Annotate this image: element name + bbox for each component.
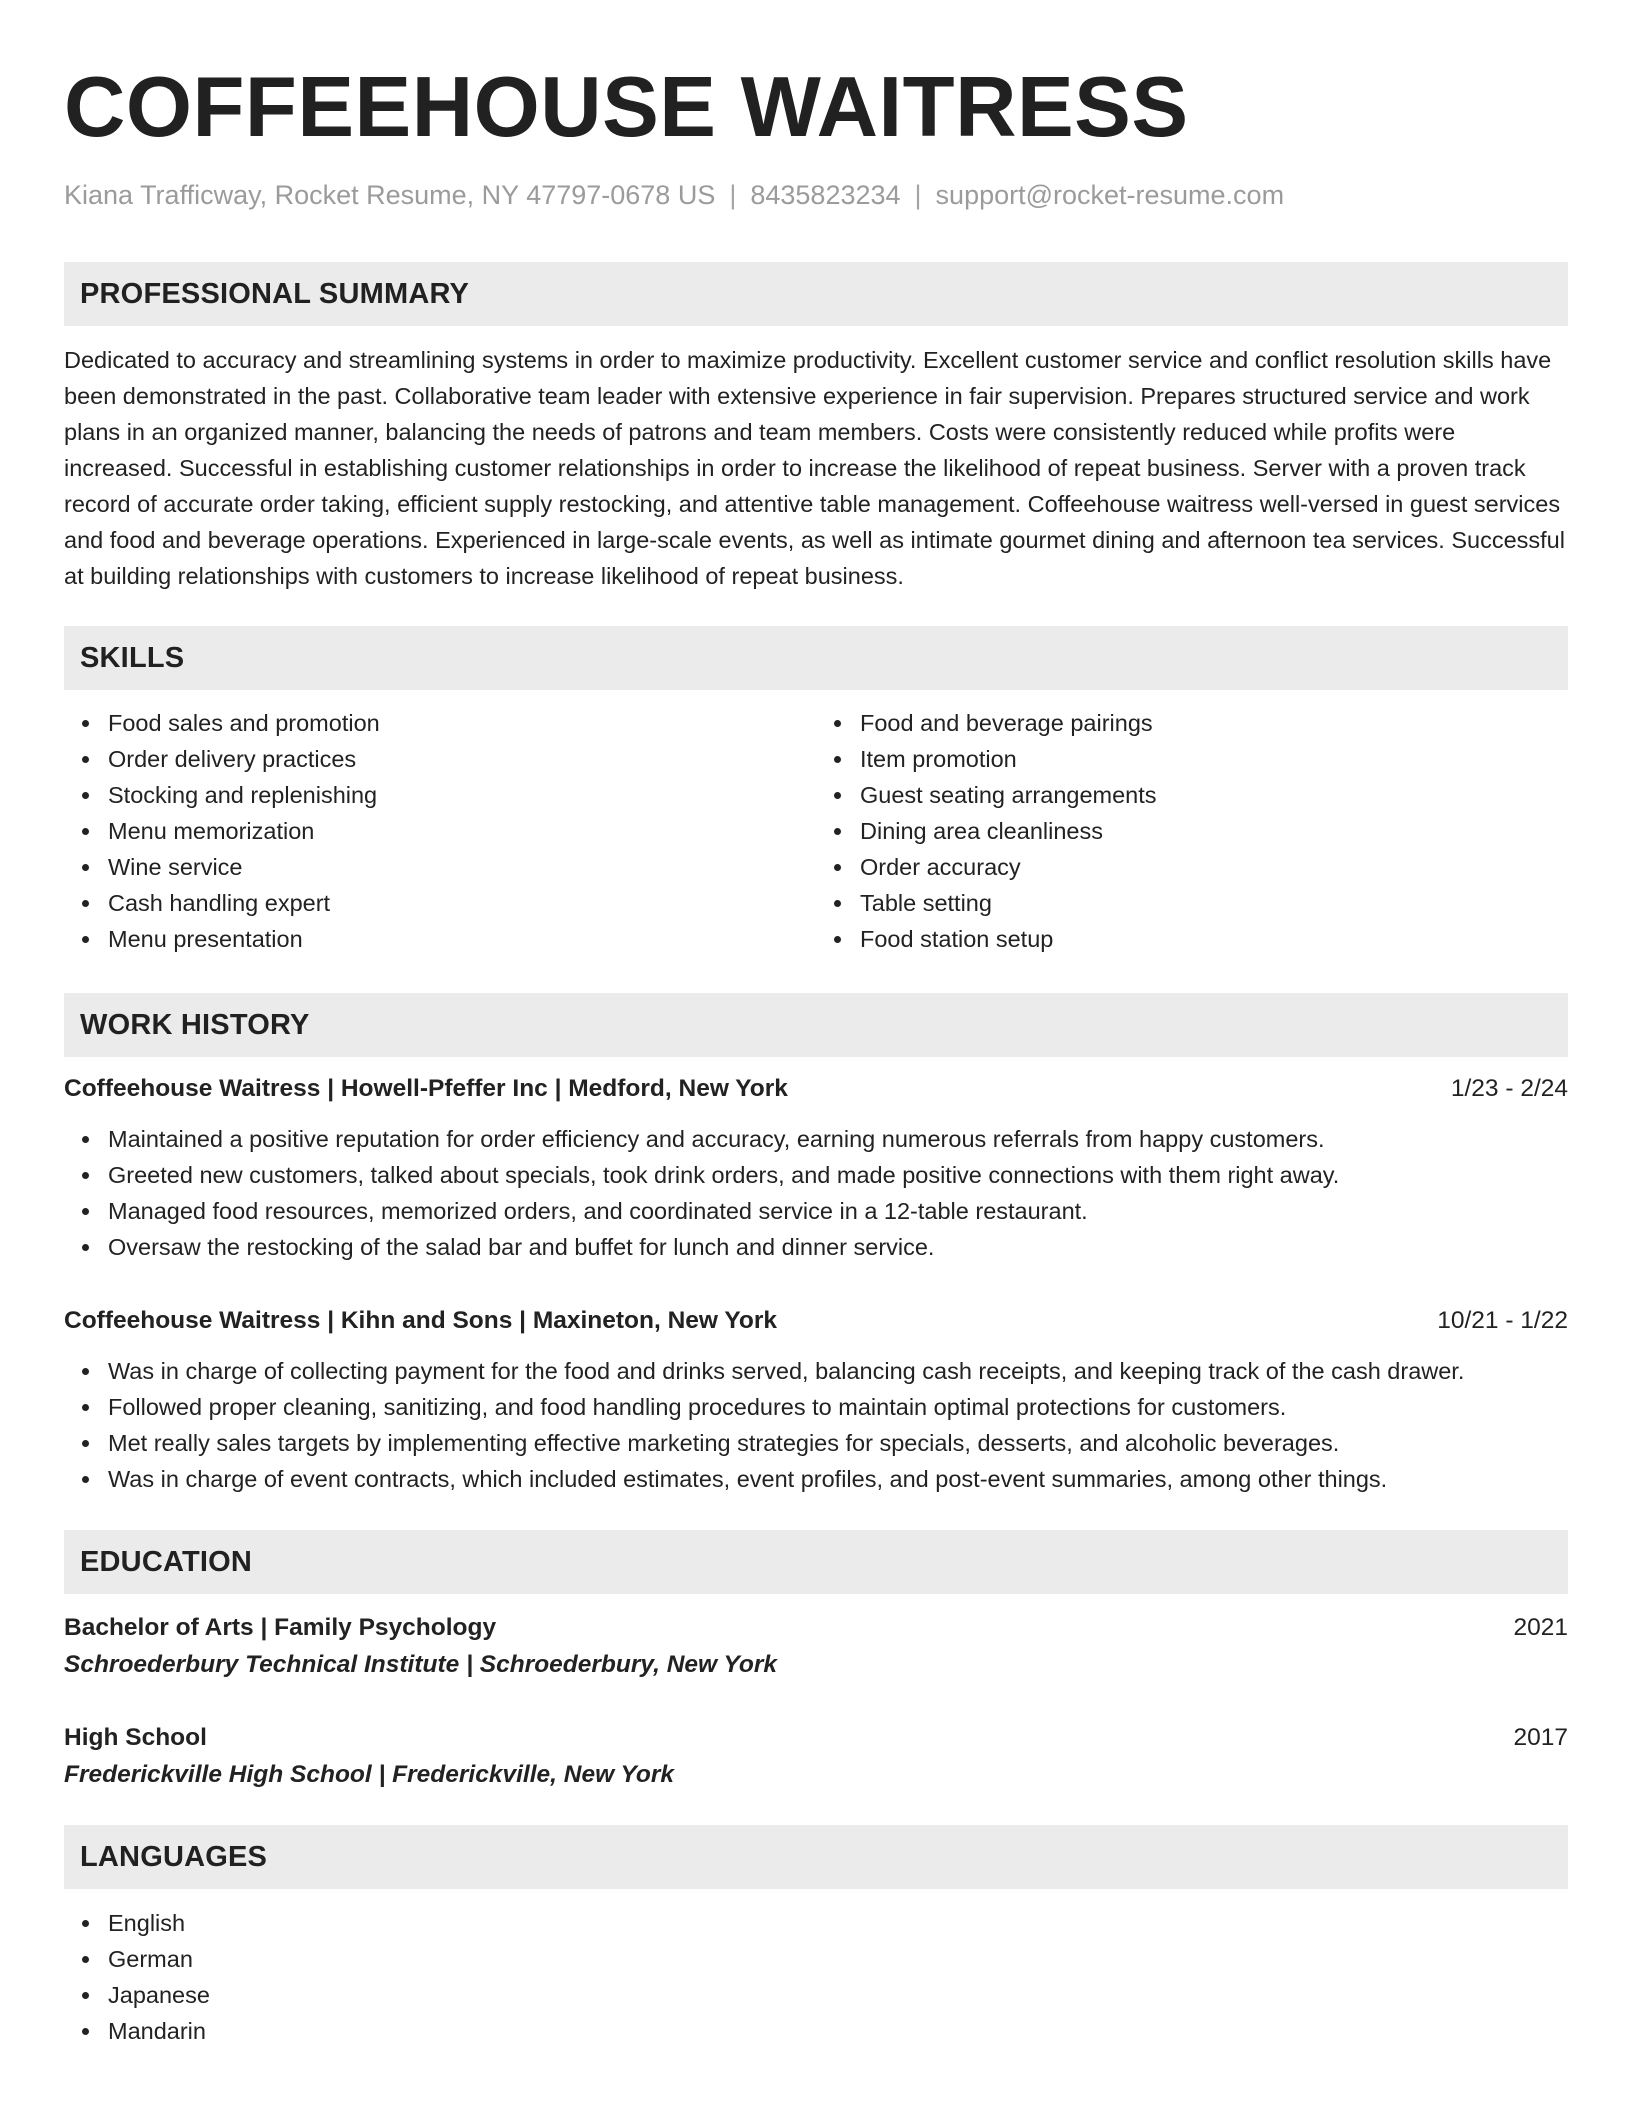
job-entry <box>64 1303 1568 1497</box>
job-bullet-text: Oversaw the restocking of the salad bar and buffet for lunch and dinner service. <box>108 1234 935 1260</box>
languages-list <box>64 1905 1568 2049</box>
bullet-icon <box>82 792 89 799</box>
bullet-icon <box>82 756 89 763</box>
job-dates: 10/21 - 1/22 <box>1437 1307 1568 1334</box>
skill-label: Food and beverage pairings <box>860 710 1153 736</box>
job-bullet-text: Greeted new customers, talked about specials, took drink orders, and made positive connections with them right away. <box>108 1162 1340 1188</box>
skills-column-right <box>816 705 1568 957</box>
job-header <box>64 1303 1568 1339</box>
job-bullet <box>64 1121 1568 1157</box>
job-dates: 1/23 - 2/24 <box>1450 1075 1568 1102</box>
skill-item <box>816 885 1568 921</box>
section-header-work-history: WORK HISTORY <box>64 993 1568 1057</box>
job-bullet <box>64 1461 1568 1497</box>
skill-item <box>64 921 816 957</box>
bullet-icon <box>834 720 841 727</box>
job-bullets <box>64 1353 1568 1497</box>
language-label: Mandarin <box>108 2018 206 2044</box>
bullet-icon <box>82 864 89 871</box>
section-header-languages: LANGUAGES <box>64 1825 1568 1889</box>
skill-label: Food station setup <box>860 926 1054 952</box>
job-bullet <box>64 1353 1568 1389</box>
skill-label: Menu presentation <box>108 926 303 952</box>
education-year: 2021 <box>1513 1614 1568 1641</box>
bullet-icon <box>834 900 841 907</box>
bullet-icon <box>834 936 841 943</box>
language-item <box>64 1941 1568 1977</box>
contact-separator: | <box>729 180 737 210</box>
education-year: 2017 <box>1513 1724 1568 1751</box>
job-bullets <box>64 1121 1568 1265</box>
job-bullet-text: Managed food resources, memorized orders, and coordinated service in a 12-table restaurant. <box>108 1198 1088 1224</box>
skill-label: Cash handling expert <box>108 890 331 916</box>
job-title: Coffeehouse Waitress | Kihn and Sons | Maxineton, New York <box>64 1307 777 1334</box>
bullet-icon <box>82 1992 89 1999</box>
education-header <box>64 1610 1568 1646</box>
job-entry <box>64 1071 1568 1265</box>
bullet-icon <box>82 936 89 943</box>
education-header <box>64 1720 1568 1756</box>
skill-item <box>816 813 1568 849</box>
bullet-icon <box>82 1440 89 1447</box>
bullet-icon <box>82 1172 89 1179</box>
skill-item <box>64 813 816 849</box>
language-item <box>64 1977 1568 2013</box>
bullet-icon <box>82 900 89 907</box>
skills-column-left <box>64 705 816 957</box>
skill-item <box>64 741 816 777</box>
contact-line <box>64 178 1568 212</box>
bullet-icon <box>82 1208 89 1215</box>
language-label: English <box>108 1910 186 1936</box>
job-title: Coffeehouse Waitress | Howell-Pfeffer Inc | Medford, New York <box>64 1075 788 1102</box>
bullet-icon <box>82 2028 89 2035</box>
job-bullet-text: Maintained a positive reputation for order efficiency and accuracy, earning numerous referrals from happy customers. <box>108 1126 1325 1152</box>
job-bullet <box>64 1229 1568 1265</box>
bullet-icon <box>82 828 89 835</box>
bullet-icon <box>82 1244 89 1251</box>
skill-item <box>816 705 1568 741</box>
education-school: Schroederbury Technical Institute | Schroederbury, New York <box>64 1651 778 1678</box>
skill-item <box>816 921 1568 957</box>
bullet-icon <box>82 1404 89 1411</box>
section-header-education: EDUCATION <box>64 1530 1568 1594</box>
bullet-icon <box>834 828 841 835</box>
bullet-icon <box>82 1368 89 1375</box>
skill-label: Dining area cleanliness <box>860 818 1103 844</box>
bullet-icon <box>82 1920 89 1927</box>
bullet-icon <box>82 1956 89 1963</box>
skill-item <box>64 849 816 885</box>
section-header-skills: SKILLS <box>64 626 1568 690</box>
education-degree: High School <box>64 1724 207 1751</box>
skill-label: Guest seating arrangements <box>860 782 1157 808</box>
bullet-icon <box>834 792 841 799</box>
language-label: German <box>108 1946 193 1972</box>
skill-label: Wine service <box>108 854 243 880</box>
job-bullet-text: Followed proper cleaning, sanitizing, and food handling procedures to maintain optimal protections for customers. <box>108 1394 1287 1420</box>
skill-label: Stocking and replenishing <box>108 782 378 808</box>
skill-label: Order accuracy <box>860 854 1021 880</box>
skill-item <box>816 777 1568 813</box>
job-bullet <box>64 1389 1568 1425</box>
skills-grid <box>64 705 1568 957</box>
bullet-icon <box>82 1136 89 1143</box>
skill-label: Table setting <box>860 890 992 916</box>
education-entry <box>64 1720 1568 1794</box>
bullet-icon <box>834 756 841 763</box>
skill-item <box>64 777 816 813</box>
language-item <box>64 2013 1568 2049</box>
section-header-summary: PROFESSIONAL SUMMARY <box>64 262 1568 326</box>
education-entry <box>64 1610 1568 1684</box>
skill-label: Order delivery practices <box>108 746 357 772</box>
bullet-icon <box>82 720 89 727</box>
summary-text: Dedicated to accuracy and streamlining systems in order to maximize productivity. Excellent customer service and conflict resolution skills have been demonstrated in the past. Collaborative team leader with extensive experience in fair supervision. Prepares structured service and work plans in an organized manner, balancing the needs of patrons and team members. Costs were consistently reduced while profits were increased. Successful in establishing customer relationships in order to increase the likelihood of repeat business. Server with a proven track record of accurate order taking, efficient supply restocking, and attentive table management. Coffeehouse waitress well-versed in guest services and food and beverage operations. Experienced in large-scale events, as well as intimate gourmet dining and afternoon tea services. Successful at building relationships with customers to increase likelihood of repeat business. <box>64 347 1565 589</box>
education-degree: Bachelor of Arts | Family Psychology <box>64 1614 497 1641</box>
skill-label: Food sales and promotion <box>108 710 380 736</box>
contact-separator: | <box>914 180 922 210</box>
skill-label: Menu memorization <box>108 818 315 844</box>
job-bullet <box>64 1157 1568 1193</box>
skill-item <box>816 849 1568 885</box>
job-header <box>64 1071 1568 1107</box>
skill-item <box>64 885 816 921</box>
job-bullet-text: Met really sales targets by implementing effective marketing strategies for specials, desserts, and alcoholic beverages. <box>108 1430 1340 1456</box>
contact-address: Kiana Trafficway, Rocket Resume, NY 47797-0678 US <box>64 180 716 210</box>
contact-phone: 8435823234 <box>750 180 901 210</box>
language-label: Japanese <box>108 1982 210 2008</box>
job-bullet <box>64 1193 1568 1229</box>
skill-label: Item promotion <box>860 746 1017 772</box>
candidate-name: COFFEEHOUSE WAITRESS <box>64 60 1189 155</box>
skill-item <box>816 741 1568 777</box>
contact-email: support@rocket-resume.com <box>935 180 1285 210</box>
bullet-icon <box>82 1476 89 1483</box>
skill-item <box>64 705 816 741</box>
job-bullet-text: Was in charge of collecting payment for the food and drinks served, balancing cash receipts, and keeping track of the cash drawer. <box>108 1358 1465 1384</box>
education-school: Frederickville High School | Frederickville, New York <box>64 1761 675 1788</box>
job-bullet-text: Was in charge of event contracts, which included estimates, event profiles, and post-event summaries, among other things. <box>108 1466 1388 1492</box>
job-bullet <box>64 1425 1568 1461</box>
bullet-icon <box>834 864 841 871</box>
language-item <box>64 1905 1568 1941</box>
